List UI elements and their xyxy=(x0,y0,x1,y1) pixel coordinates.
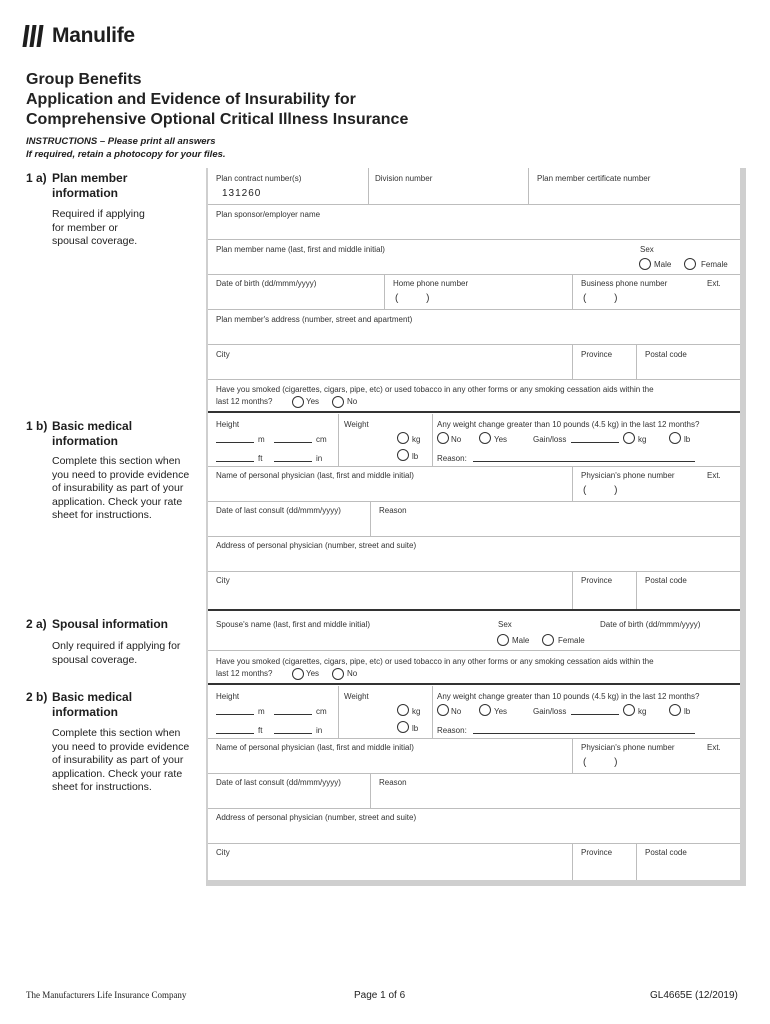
member-smoke-row: Have you smoked (cigarettes, cigars, pipe, etc) or used tobacco in any other forms or any smoking cessation aids within the last 12 months? Yes No xyxy=(216,385,654,406)
spouse-consult-row xyxy=(208,774,740,809)
footer-page-number: Page 1 of 6 xyxy=(354,990,406,1001)
spouse-physician-province-field[interactable]: Province xyxy=(572,844,573,880)
last-consult-field[interactable]: Date of last consult (dd/mmm/yyyy) xyxy=(216,506,341,515)
section-2a-note: Only required if applying for spousal coverage. xyxy=(52,640,181,666)
section-1b-note: Complete this section when you need to provide evidence of insurability as part of your application. Check your rate sheet for instructions. xyxy=(52,455,190,521)
medical-1-measure-row: Height m cm ft in Weight kg lb Any weight change greater than 10 pounds (4.5 kg) in the last 12 months? No Yes Gain/loss kg lb Reason: xyxy=(208,414,740,467)
spouse-weight-lb-radio[interactable] xyxy=(397,721,409,733)
section-1a-note: Required if applying for member or spousal coverage. xyxy=(52,208,145,247)
certificate-field[interactable]: Plan member certificate number xyxy=(528,168,529,204)
member-city-row xyxy=(208,345,740,380)
member-postal-field[interactable]: Postal code xyxy=(636,345,637,379)
spouse-physician-phone-field[interactable]: Physician's phone number ( ) Ext. xyxy=(572,739,573,773)
medical-2-measure-row: Height m cm ft in Weight kg lb Any weight change greater than 10 pounds (4.5 kg) in the last 12 months? No Yes Gain/loss kg lb Reason: xyxy=(208,686,740,739)
gain-loss-input[interactable] xyxy=(571,442,619,443)
brand-name: Manulife xyxy=(52,24,135,47)
height-ft-input[interactable] xyxy=(216,461,254,462)
section-2a-heading: 2 a) Spousal information xyxy=(26,617,169,631)
physician-name-field[interactable]: Name of personal physician (last, first and middle initial) xyxy=(216,471,414,480)
member-province-field[interactable]: Province xyxy=(572,345,573,379)
spouse-consult-reason-field[interactable]: Reason xyxy=(370,774,371,808)
member-dob-field[interactable]: Date of birth (dd/mmm/yyyy) xyxy=(216,279,317,288)
spouse-height-m-input[interactable] xyxy=(216,714,254,715)
physician-city-field[interactable]: City xyxy=(216,576,230,585)
spouse-smoke-row: Have you smoked (cigarettes, cigars, pipe, etc) or used tobacco in any other forms or any smoking cessation aids within the last 12 months? Yes No xyxy=(216,657,654,678)
member-name-row: Plan member name (last, first and middle initial) Sex Male Female xyxy=(208,240,740,275)
dob-phone-row xyxy=(208,275,740,310)
section-1b-heading: 1 b) Basic medical information xyxy=(26,419,133,448)
member-sex-female-radio[interactable] xyxy=(684,258,696,270)
divider xyxy=(208,411,740,413)
physician-phone-field[interactable]: Physician's phone number ( ) Ext. xyxy=(572,467,573,501)
physician-city-row xyxy=(208,572,740,609)
member-city-field[interactable]: City xyxy=(216,350,230,359)
physician-row xyxy=(208,467,740,502)
spouse-physician-city-field[interactable]: City xyxy=(216,848,230,857)
weight-reason-input[interactable] xyxy=(473,461,695,462)
manulife-logo xyxy=(24,24,135,48)
spouse-gain-kg-radio[interactable] xyxy=(623,704,635,716)
physician-province-field[interactable]: Province xyxy=(572,572,573,609)
physician-postal-field[interactable]: Postal code xyxy=(636,572,637,609)
member-smoke-yes-radio[interactable] xyxy=(292,396,304,408)
plan-contract-value[interactable]: 131260 xyxy=(222,188,262,199)
member-name-field[interactable]: Plan member name (last, first and middle initial) xyxy=(216,245,385,254)
spouse-height-ft-input[interactable] xyxy=(216,733,254,734)
spouse-sex-female-radio[interactable] xyxy=(542,634,554,646)
spouse-smoke-no-radio[interactable] xyxy=(332,668,344,680)
spouse-name-field[interactable]: Spouse's name (last, first and middle initial) xyxy=(216,620,371,629)
weight-lb-radio[interactable] xyxy=(397,449,409,461)
spouse-row: Spouse's name (last, first and middle initial) Sex Male Female Date of birth (dd/mmm/yyyy) xyxy=(208,612,740,651)
sponsor-field[interactable]: Plan sponsor/employer name xyxy=(208,205,740,240)
divider xyxy=(208,609,740,611)
spouse-gain-loss-input[interactable] xyxy=(571,714,619,715)
section-2b-note: Complete this section when you need to provide evidence of insurability as part of your application. Check your rate sheet for instructions. xyxy=(52,727,190,793)
weight-change-no-radio[interactable] xyxy=(437,432,449,444)
division-field[interactable]: Division number xyxy=(368,168,369,204)
spouse-weight-reason-input[interactable] xyxy=(473,733,695,734)
member-sex-male-radio[interactable] xyxy=(639,258,651,270)
spouse-physician-postal-field[interactable]: Postal code xyxy=(636,844,637,880)
spouse-last-consult-field[interactable]: Date of last consult (dd/mmm/yyyy) xyxy=(216,778,341,787)
spouse-physician-row xyxy=(208,739,740,774)
plan-contract-row: Plan contract number(s) 131260 Division number Plan member certificate number xyxy=(208,168,740,205)
consult-reason-field[interactable]: Reason xyxy=(370,502,371,536)
height-cm-input[interactable] xyxy=(274,442,312,443)
member-address-field[interactable]: Plan member's address (number, street and apartment) xyxy=(208,310,740,345)
spouse-weight-change-no-radio[interactable] xyxy=(437,704,449,716)
home-phone-field[interactable]: Home phone number ( ) xyxy=(384,275,385,309)
weight-change-yes-radio[interactable] xyxy=(479,432,491,444)
height-in-input[interactable] xyxy=(274,461,312,462)
member-smoke-no-radio[interactable] xyxy=(332,396,344,408)
gain-kg-radio[interactable] xyxy=(623,432,635,444)
business-phone-field[interactable]: Business phone number ( ) Ext. xyxy=(572,275,573,309)
manulife-logo-icon xyxy=(24,25,42,47)
spouse-weight-change-yes-radio[interactable] xyxy=(479,704,491,716)
physician-address-field[interactable]: Address of personal physician (number, street and suite) xyxy=(208,537,740,572)
spouse-height-in-input[interactable] xyxy=(274,733,312,734)
page-title: Group Benefits Application and Evidence of Insurability for Comprehensive Optional Critical Illness Insurance xyxy=(26,71,409,128)
spouse-smoke-yes-radio[interactable] xyxy=(292,668,304,680)
spouse-gain-lb-radio[interactable] xyxy=(669,704,681,716)
spouse-physician-address-field[interactable]: Address of personal physician (number, street and suite) xyxy=(208,809,740,844)
gain-lb-radio[interactable] xyxy=(669,432,681,444)
height-m-input[interactable] xyxy=(216,442,254,443)
spouse-weight-kg-radio[interactable] xyxy=(397,704,409,716)
spouse-physician-name-field[interactable]: Name of personal physician (last, first and middle initial) xyxy=(216,743,414,752)
footer-company: The Manufacturers Life Insurance Company xyxy=(26,990,187,1000)
spouse-physician-city-row xyxy=(208,844,740,880)
section-1a-heading: 1 a) Plan member information xyxy=(26,171,128,200)
weight-kg-radio[interactable] xyxy=(397,432,409,444)
divider xyxy=(208,683,740,685)
footer-form-code: GL4665E (12/2019) xyxy=(650,990,738,1001)
instructions: INSTRUCTIONS – Please print all answers If required, retain a photocopy for your files. xyxy=(26,136,226,160)
spouse-height-cm-input[interactable] xyxy=(274,714,312,715)
spouse-sex-male-radio[interactable] xyxy=(497,634,509,646)
section-2b-heading: 2 b) Basic medical information xyxy=(26,690,133,719)
consult-row xyxy=(208,502,740,537)
